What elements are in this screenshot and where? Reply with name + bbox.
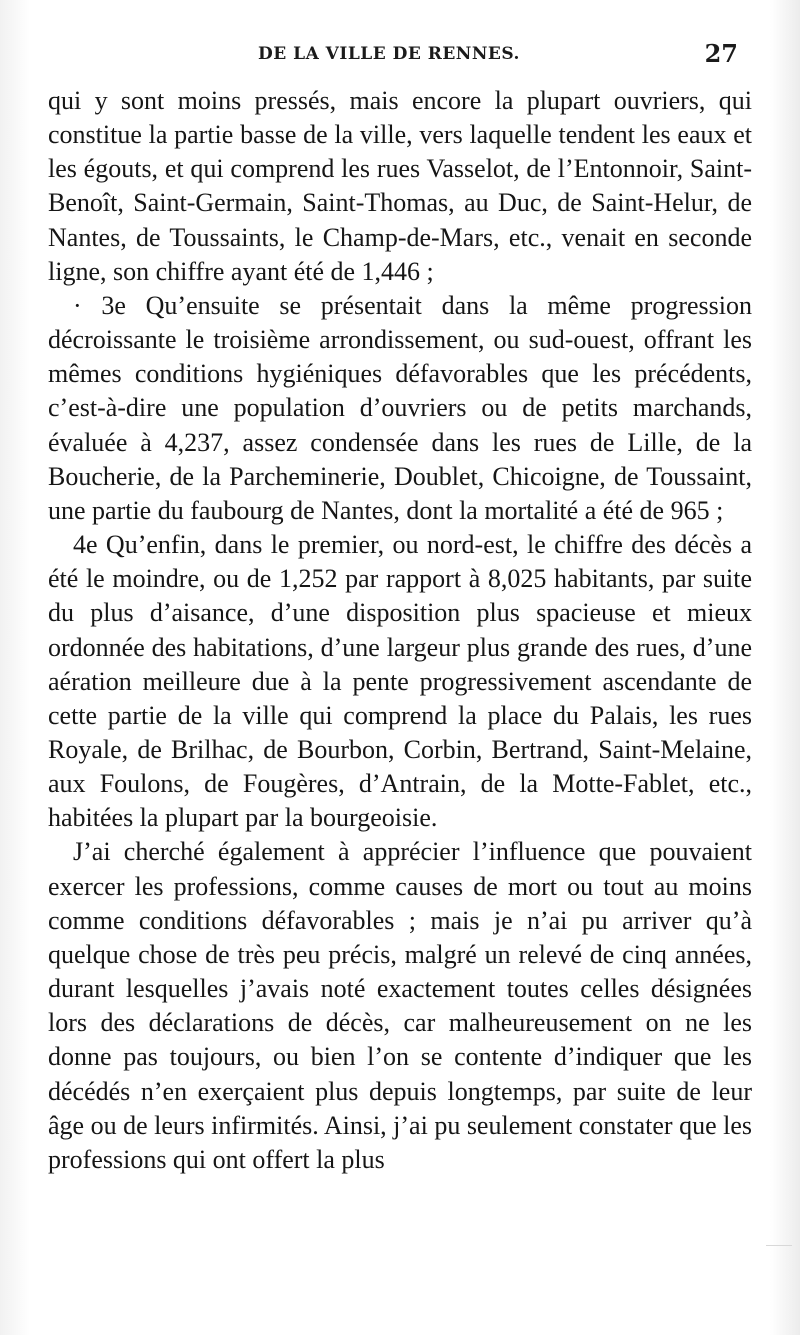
- body-text: [48, 84, 752, 1177]
- paragraph-first-arrondissement: 4e Qu’enfin, dans le premier, ou nord-est, le chiffre des décès a été le moindre, ou de 1,252 par rapport à 8,025 habitants, par suite du plus d’aisance, d’une disposition plus spacieuse et mieux ordonnée des habitations, d’une largeur plus grande des rues, d’une aération meilleure due à la pente progressivement ascendante de cette partie de la ville qui comprend la place du Palais, les rues Royale, de Brilhac, de Bourbon, Corbin, Bertrand, Saint-Melaine, aux Foulons, de Fougères, d’Antrain, de la Motte-Fablet, etc., habitées la plupart par la bourgeoisie.: [48, 530, 752, 833]
- running-title: DE LA VILLE DE RENNES.: [258, 44, 520, 64]
- paragraph-professions: J’ai cherché également à apprécier l’influence que pouvaient exercer les professions, comme causes de mort ou tout au moins comme conditions défavorables ; mais je n’ai pu arriver qu’à quelque chose de très peu précis, malgré un relevé de cinq années, durant lesquelles j’avais noté exactement toutes celles désignées lors des déclarations de décès, car malheureusement on ne les donne pas toujours, ou bien l’on se contente d’indiquer que les décédés n’en exerçaient plus depuis longtemps, par suite de leur âge ou de leurs infirmités. Ainsi, j’ai pu seulement constater que les professions qui ont offert la plus: [48, 837, 752, 1174]
- page-number: 27: [704, 39, 738, 68]
- page-edge-mark: [766, 1245, 792, 1246]
- page-header: [0, 38, 800, 78]
- paragraph-third-arrondissement: · 3e Qu’ensuite se présentait dans la même progression décroissante le troisième arrondissement, ou sud-ouest, offrant les mêmes conditions hygiéniques défavorables que les précédents, c’est-à-dire une population d’ouvriers ou de petits marchands, évaluée à 4,237, assez condensée dans les rues de Lille, de la Boucherie, de la Parcheminerie, Doublet, Chicoigne, de Toussaint, une partie du faubourg de Nantes, dont la mortalité a été de 965 ;: [48, 290, 752, 525]
- paragraph-continuation: qui y sont moins pressés, mais encore la plupart ouvriers, qui constitue la partie basse de la ville, vers laquelle tendent les eaux et les égouts, et qui comprend les rues Vasselot, de l’Entonnoir, Saint-Benoît, Saint-Germain, Saint-Thomas, au Duc, de Saint-Helur, de Nantes, de Toussaints, le Champ-de-Mars, etc., venait en seconde ligne, son chiffre ayant été de 1,446 ;: [48, 86, 752, 286]
